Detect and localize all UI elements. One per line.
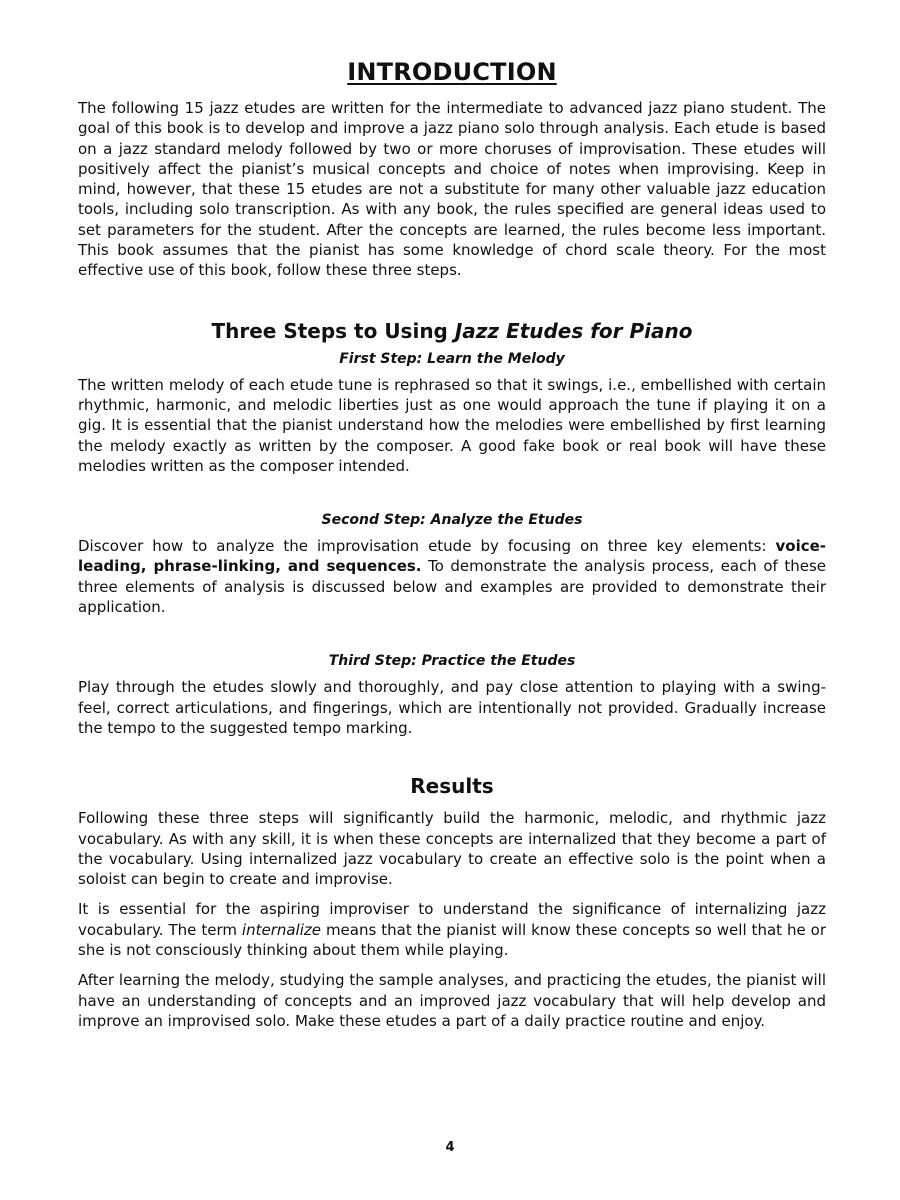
page-number: 4 — [445, 1140, 455, 1155]
results-p2-term: internalize — [241, 920, 321, 939]
steps-heading — [78, 319, 826, 343]
steps-heading-prefix: Three Steps to Using — [211, 318, 455, 343]
results-p2-start: It is essential for the aspiring improviser to understand the significance of internalizing jazz vocabulary. The term — [78, 900, 826, 939]
step-2-section — [78, 512, 826, 617]
step-3-section — [78, 653, 826, 738]
step-1-body: The written melody of each etude tune is rephrased so that it swings, i.e., embellished with certain rhythmic, harmonic, and melodic liberties just as one would approach the tune if playing it on a gig. It is essential that the pianist understand how the melodies were embellished by first learning the melody exactly as written by the composer. A good fake book or real book will have these melodies written as the composer intended. — [78, 375, 826, 475]
results-p2-end: means that the pianist will know these concepts so well that he or she is not consciously thinking about them while playing. — [78, 920, 826, 960]
results-title: Results — [410, 774, 494, 799]
step-2-body — [78, 536, 826, 617]
steps-heading-book-title: Jazz Etudes for Piano — [454, 318, 693, 343]
results-paragraph-2 — [78, 899, 826, 960]
step-2-body-end: To demonstrate the analysis process, each of these three elements of analysis is discussed below and examples are provided to demonstrate their application. — [78, 557, 826, 617]
intro-paragraph: The following 15 jazz etudes are written for the intermediate to advanced jazz piano student. The goal of this book is to develop and improve a jazz piano solo through analysis. Each etude is based on a jazz standard melody followed by two or more choruses of improvisation. These etudes will positively affect the pianist’s musical concepts and choice of notes when improvising. Keep in mind, however, that these 15 etudes are not a substitute for many other valuable jazz education tools, including solo transcription. As with any book, the rules specified are general ideas used to set parameters for the student. After the concepts are learned, the rules become less important. This book assumes that the pianist has some knowledge of chord scale theory. For the most effective use of this book, follow these three steps. — [78, 99, 826, 280]
results-section — [78, 774, 826, 1031]
step-2-body-start: Discover how to analyze the improvisation etude by focusing on three key elements: — [78, 537, 776, 556]
step-3-body: Play through the etudes slowly and thoroughly, and pay close attention to playing with a swing-feel, correct articulations, and fingerings, which are intentionally not provided. Gradually increase the tempo to the suggested tempo marking. — [78, 678, 826, 737]
page-content — [78, 58, 826, 1041]
step-1-section — [78, 351, 826, 476]
results-paragraph-1: Following these three steps will significantly build the harmonic, melodic, and rhythmic jazz vocabulary. As with any skill, it is when these concepts are internalized that they become a part of the vocabulary. Using internalized jazz vocabulary to create an effective solo is the point when a soloist can begin to create and improvise. — [78, 809, 826, 889]
step-3-title: Third Step: Practice the Etudes — [328, 653, 576, 670]
step-2-title: Second Step: Analyze the Etudes — [321, 512, 583, 529]
page-title: INTRODUCTION — [347, 58, 557, 86]
results-paragraph-3: After learning the melody, studying the sample analyses, and practicing the etudes, the pianist will have an understanding of concepts and an improved jazz vocabulary that will help develop and improve an improvised solo. Make these etudes a part of a daily practice routine and enjoy. — [78, 971, 826, 1030]
step-2-key-elements: voice-leading, phrase-linking, and sequences. — [78, 537, 826, 576]
step-1-title: First Step: Learn the Melody — [339, 350, 565, 367]
